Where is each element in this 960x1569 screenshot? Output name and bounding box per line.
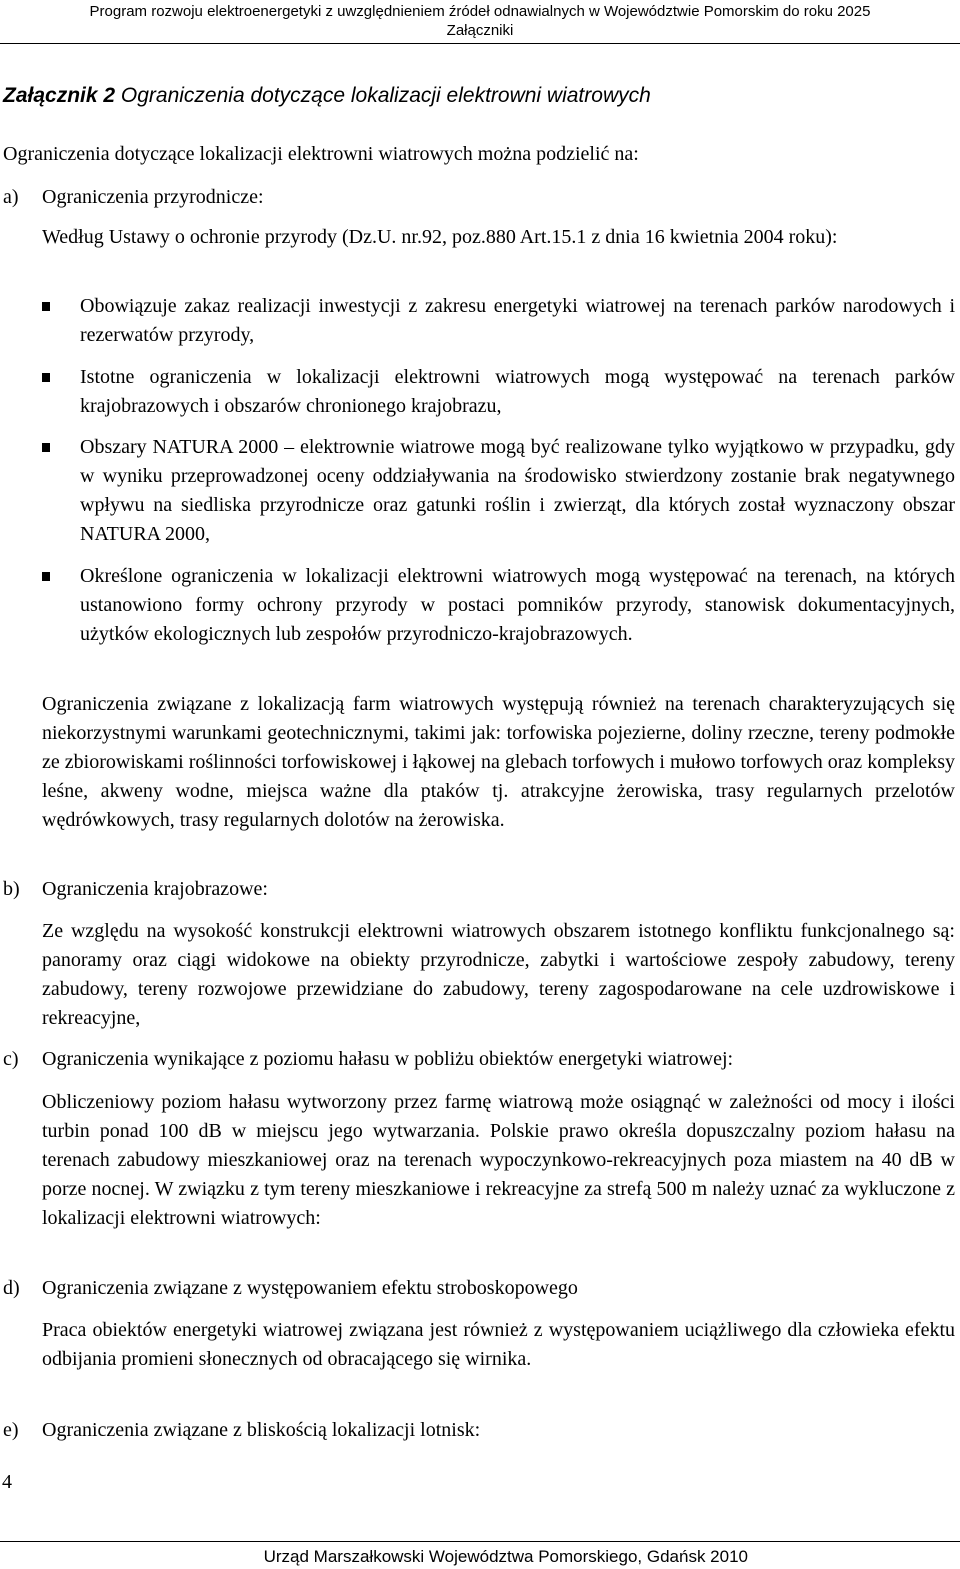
header-rule xyxy=(0,43,960,44)
annex-title-text: Ograniczenia dotyczące lokalizacji elektrowni wiatrowych xyxy=(115,84,651,107)
section-d-title: Ograniczenia związane z występowaniem efektu stroboskopowego xyxy=(42,1277,578,1299)
bullet-square-icon xyxy=(42,302,50,311)
bullet-square-icon xyxy=(42,572,50,581)
header-title: Program rozwoju elektroenergetyki z uwzględnieniem źródeł odnawialnych w Województwie Pomorskim do roku 2025 xyxy=(89,3,871,20)
bullet-square-icon xyxy=(42,443,50,452)
section-a-title: Ograniczenia przyrodnicze: xyxy=(42,186,264,208)
section-c-paragraph: Obliczeniowy poziom hałasu wytworzony przez farmę wiatrową może osiągnąć w zależności od mocy i ilości turbin ponad 100 dB w miejscu jego wytwarzania. Polskie prawo określa dopuszczalny poziom hałasu na terenach zabudowy mieszkaniowej oraz na terenach wypoczynkowo-rekreacyjnych poza miastem na 40 dB w porze nocnej. W związku z tym tereny mieszkaniowe i rekreacyjne za strefą 500 m należy uznać za wykluczone z lokalizacji elektrowni wiatrowych: xyxy=(42,1091,955,1229)
section-d-label: d) xyxy=(3,1277,20,1299)
bullet-text: Istotne ograniczenia w lokalizacji elektrowni wiatrowych mogą występować na terenach parków krajobrazowych i obszarów chronionego krajobrazu, xyxy=(80,366,955,417)
section-a-label: a) xyxy=(3,186,19,208)
annex-title xyxy=(3,84,651,108)
section-a-law: Według Ustawy o ochronie przyrody (Dz.U. nr.92, poz.880 Art.15.1 z dnia 16 kwietnia 2004 roku): xyxy=(42,226,838,248)
bullet-text: Obszary NATURA 2000 – elektrownie wiatrowe mogą być realizowane tylko wyjątkowo w przypadku, gdy w wyniku przeprowadzonej oceny oddziaływania na środowisko stwierdzony zostanie brak negatywnego wpływu na siedliska przyrodnicze oraz gatunki roślin i zwierząt, dla których został wyznaczony obszar NATURA 2000, xyxy=(80,436,955,545)
page-header xyxy=(0,2,960,40)
section-e-title: Ograniczenia związane z bliskością lokalizacji lotnisk: xyxy=(42,1419,481,1441)
page-footer: Urząd Marszałkowski Województwa Pomorskiego, Gdańsk 2010 xyxy=(263,1547,748,1566)
bullet-text: Obowiązuje zakaz realizacji inwestycji z zakresu energetyki wiatrowej na terenach parków narodowych i rezerwatów przyrody, xyxy=(80,295,955,346)
section-b-title: Ograniczenia krajobrazowe: xyxy=(42,878,268,900)
section-b-paragraph: Ze względu na wysokość konstrukcji elektrowni wiatrowych obszarem istotnego konfliktu funkcjonalnego są: panoramy oraz ciągi widokowe na obiekty przyrodnicze, zabytki i wartościowe zespoły zabudowy, tereny zabudowy, tereny rozwojowe przewidziane do zabudowy, tereny zagospodarowane na cele uzdrowiskowe i rekreacyjne, xyxy=(42,920,955,1029)
section-c-label: c) xyxy=(3,1048,19,1070)
footer-rule xyxy=(0,1541,960,1542)
intro-paragraph: Ograniczenia dotyczące lokalizacji elektrowni wiatrowych można podzielić na: xyxy=(3,143,639,165)
section-b-label: b) xyxy=(3,878,20,900)
bullet-text: Określone ograniczenia w lokalizacji elektrowni wiatrowych mogą występować na terenach, na których ustanowiono formy ochrony przyrody w postaci pomników przyrody, stanowisk dokumentacyjnych, użytków ekologicznych lub zespołów przyrodniczo-krajobrazowych. xyxy=(80,565,955,645)
page-number: 4 xyxy=(2,1471,12,1493)
annex-label: Załącznik 2 xyxy=(3,84,116,107)
section-d-paragraph: Praca obiektów energetyki wiatrowej związana jest również z występowaniem uciążliwego dla człowieka efektu odbijania promieni słonecznych od obracającego się wirnika. xyxy=(42,1319,955,1370)
section-c-title: Ograniczenia wynikające z poziomu hałasu w pobliżu obiektów energetyki wiatrowej: xyxy=(42,1048,734,1070)
header-subtitle: Załączniki xyxy=(446,22,514,39)
section-a-paragraph: Ograniczenia związane z lokalizacją farm wiatrowych występują również na terenach charakteryzujących się niekorzystnymi warunkami geotechnicznymi, takimi jak: torfowiska pojezierne, doliny rzeczne, tereny podmokłe ze zbiorowiskami roślinności torfowiskowej i łąkowej na glebach torfowych i mułowo torfowych oraz kompleksy leśne, akweny wodne, miejsca ważne dla ptaków tj. atrakcyjne żerowiska, trasy regularnych przelotów wędrówkowych, trasy regularnych dolotów na żerowiska. xyxy=(42,693,955,831)
bullet-square-icon xyxy=(42,373,50,382)
section-e-label: e) xyxy=(3,1419,19,1441)
